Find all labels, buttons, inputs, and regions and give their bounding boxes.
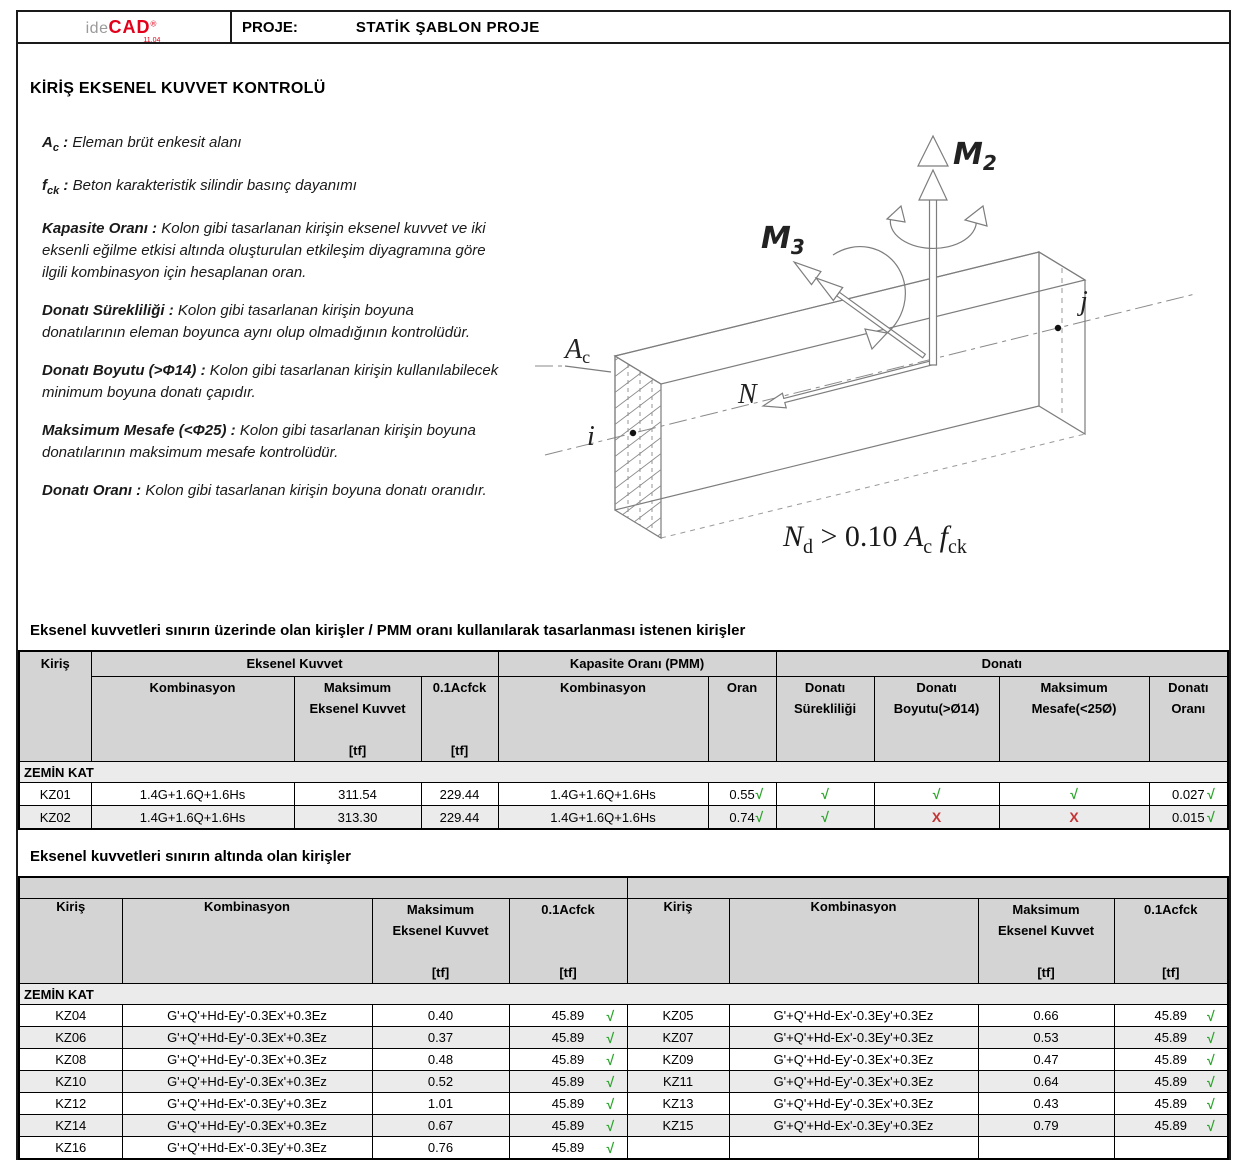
story-group-label: ZEMİN KAT [19, 762, 1228, 783]
node-i-dot [630, 430, 636, 436]
beam-id: KZ16 [19, 1137, 122, 1160]
col-header-maksimum-eksenel-kuvvet: Maksimum Eksenel Kuvvet [tf] [372, 899, 509, 984]
story-group-row [19, 984, 1228, 1005]
pmm-ratio-value: 0.74 [729, 809, 755, 825]
definition-text: Kolon gibi tasarlanan kirişin kullanılabilecek minimum boyuna donatı çapıdır. [42, 362, 499, 401]
report-page [16, 10, 1231, 1160]
group-header-kapasite-orani: Kapasite Oranı (PMM) [498, 651, 776, 677]
col-header-01acfck: 0.1Acfck [tf] [1114, 899, 1228, 984]
table-row [19, 1115, 1228, 1137]
axial-combination: G'+Q'+Hd-Ey'-0.3Ex'+0.3Ez [122, 1005, 372, 1027]
acfck-limit-value: 45.89 [1154, 1118, 1188, 1133]
check-icon: √ [606, 1007, 615, 1024]
max-spacing-status [999, 783, 1149, 806]
col-header-donati-orani: Donatı Oranı [1149, 677, 1228, 762]
max-axial-force: 1.01 [372, 1093, 509, 1115]
table2-title: Eksenel kuvvetleri sınırın altında olan kirişler [30, 848, 351, 865]
max-spacing-status [999, 806, 1149, 830]
pmm-combination: 1.4G+1.6Q+1.6Hs [498, 783, 708, 806]
definition-text: Kolon gibi tasarlanan kirişin eksenel kuvvet ve iki eksenli eğilme etkisi altında oluşturulan etkileşim diyagramına göre ilgili kombinasyon için hesaplanan oran. [42, 220, 486, 281]
cross-icon: X [931, 809, 942, 825]
acfck-limit-value: 45.89 [1154, 1030, 1188, 1045]
rebar-size-status [874, 783, 999, 806]
table-over-limit [18, 650, 1229, 830]
table1-body [19, 762, 1228, 830]
check-icon: √ [606, 1117, 615, 1134]
check-icon: √ [821, 786, 829, 802]
acfck-limit [509, 1115, 627, 1137]
acfck-limit-value: 45.89 [551, 1030, 585, 1045]
m2-label: $M_2$ [953, 137, 997, 175]
definition-item [42, 132, 500, 159]
beam-id: KZ01 [19, 783, 91, 806]
axial-combination: G'+Q'+Hd-Ex'-0.3Ey'+0.3Ez [729, 1027, 978, 1049]
acfck-limit [1114, 1049, 1228, 1071]
definition-item [42, 480, 500, 502]
col-header-pmm-kombinasyon: Kombinasyon [498, 677, 708, 762]
check-icon: √ [755, 786, 764, 802]
acfck-limit [1114, 1137, 1228, 1160]
table-row [19, 1049, 1228, 1071]
acfck-limit [509, 1027, 627, 1049]
check-icon: √ [1207, 1007, 1215, 1024]
col-header-maksimum-mesafe: Maksimum Mesafe(<25Ø) [999, 677, 1149, 762]
axial-combination: G'+Q'+Hd-Ey'-0.3Ex'+0.3Ez [122, 1115, 372, 1137]
axial-combination: G'+Q'+Hd-Ex'-0.3Ey'+0.3Ez [729, 1115, 978, 1137]
table-row [19, 1005, 1228, 1027]
definition-term: $f_{ck}$ : [42, 177, 73, 197]
acfck-limit-value: 45.89 [551, 1096, 585, 1111]
pmm-ratio [708, 806, 776, 830]
beam-id: KZ08 [19, 1049, 122, 1071]
check-icon: √ [1207, 809, 1215, 825]
left-panel-spacer [19, 877, 627, 899]
cross-icon: X [1069, 809, 1079, 825]
rebar-ratio-value: 0.027 [1172, 786, 1205, 802]
axial-combination: G'+Q'+Hd-Ey'-0.3Ex'+0.3Ez [122, 1027, 372, 1049]
definitions [42, 132, 500, 518]
acfck-limit [509, 1093, 627, 1115]
definition-term: $A_c$ : [42, 134, 73, 154]
definition-text: Kolon gibi tasarlanan kirişin boyuna donatılarının maksimum mesafe kontrolüdür. [42, 422, 476, 461]
right-panel-spacer [627, 877, 1228, 899]
axial-combination: G'+Q'+Hd-Ex'-0.3Ey'+0.3Ez [122, 1137, 372, 1160]
group-header-donati: Donatı [776, 651, 1228, 677]
definition-item [42, 300, 500, 344]
beam-diagram [535, 118, 1235, 593]
acfck-limit-value: 45.89 [1154, 1052, 1188, 1067]
beam-id [627, 1137, 729, 1160]
table-row [19, 1071, 1228, 1093]
max-axial-force: 0.48 [372, 1049, 509, 1071]
max-axial-force [978, 1137, 1114, 1160]
rebar-size-status [874, 806, 999, 830]
check-icon: √ [1207, 786, 1215, 802]
acfck-limit-value: 45.89 [1154, 1008, 1188, 1023]
check-icon: √ [1207, 1051, 1215, 1068]
beam-id: KZ06 [19, 1027, 122, 1049]
check-icon: √ [1207, 1073, 1215, 1090]
col-header-maksimum-eksenel-kuvvet: Maksimum Eksenel Kuvvet [tf] [294, 677, 421, 762]
col-header-donati-surekliligi: Donatı Sürekliliği [776, 677, 874, 762]
pmm-combination: 1.4G+1.6Q+1.6Hs [498, 806, 708, 830]
table-row [19, 1137, 1228, 1160]
page-title: KİRİŞ EKSENEL KUVVET KONTROLÜ [30, 80, 326, 97]
definition-text: Eleman brüt enkesit alanı [72, 134, 242, 151]
check-icon: √ [606, 1139, 615, 1156]
col-header-kiris: Kiriş [19, 899, 122, 984]
acfck-limit [1114, 1071, 1228, 1093]
beam-id: KZ10 [19, 1071, 122, 1093]
table-row [19, 1027, 1228, 1049]
rebar-ratio [1149, 806, 1228, 830]
check-icon: √ [932, 786, 941, 802]
story-group-row [19, 762, 1228, 783]
m3-moment-arrow [794, 247, 925, 358]
col-header-kombinasyon: Kombinasyon [729, 899, 978, 984]
definition-text: Beton karakteristik silindir basınç dayanımı [72, 177, 357, 194]
col-header-oran: Oran [708, 677, 776, 762]
beam-id: KZ02 [19, 806, 91, 830]
table-row [19, 806, 1228, 830]
acfck-limit-value: 45.89 [551, 1140, 585, 1155]
beam-box [615, 252, 1085, 538]
beam-id: KZ04 [19, 1005, 122, 1027]
definition-item [42, 420, 500, 464]
max-axial-force: 313.30 [294, 806, 421, 830]
axial-force-arrow [763, 361, 932, 408]
beam-id: KZ11 [627, 1071, 729, 1093]
acfck-limit-value: 45.89 [551, 1008, 585, 1023]
axial-combination: 1.4G+1.6Q+1.6Hs [91, 783, 294, 806]
axial-combination: G'+Q'+Hd-Ey'-0.3Ex'+0.3Ez [122, 1049, 372, 1071]
acfck-limit [1114, 1115, 1228, 1137]
max-axial-force: 0.37 [372, 1027, 509, 1049]
acfck-limit-value: 45.89 [551, 1052, 585, 1067]
definition-term: Donatı Oranı : [42, 482, 146, 499]
acfck-limit-value: 45.89 [1154, 1096, 1188, 1111]
axial-combination [729, 1137, 978, 1160]
m3-label: $M_3$ [761, 221, 805, 259]
check-icon: √ [606, 1051, 615, 1068]
rebar-continuity-status [776, 806, 874, 830]
table2-body [19, 984, 1228, 1160]
project-name: STATİK ŞABLON PROJE [355, 18, 540, 36]
max-axial-force: 0.67 [372, 1115, 509, 1137]
max-axial-force: 0.53 [978, 1027, 1114, 1049]
check-icon: √ [1207, 1117, 1215, 1134]
axial-combination: G'+Q'+Hd-Ey'-0.3Ex'+0.3Ez [729, 1049, 978, 1071]
ac-label: Ac [565, 334, 591, 367]
n-label: N [738, 379, 757, 410]
definition-text: Kolon gibi tasarlanan kirişin boyuna donatılarının eleman boyunca aynı olup olmadığının kontrolüdür. [42, 302, 471, 341]
logo-text-ide: ide [85, 19, 109, 37]
project-cell [232, 12, 1229, 42]
acfck-limit: 229.44 [421, 783, 498, 806]
axial-limit-formula: $N_d > 0.10$ $A_c$ $f_{ck}$ [783, 520, 967, 558]
rebar-ratio [1149, 783, 1228, 806]
axial-combination: G'+Q'+Hd-Ey'-0.3Ex'+0.3Ez [729, 1093, 978, 1115]
check-icon: √ [606, 1073, 615, 1090]
col-header-donati-boyutu: Donatı Boyutu(>Ø14) [874, 677, 999, 762]
max-axial-force: 311.54 [294, 783, 421, 806]
definition-term: Kapasite Oranı : [42, 220, 162, 237]
acfck-limit-value: 45.89 [1154, 1074, 1188, 1089]
axial-combination: G'+Q'+Hd-Ey'-0.3Ex'+0.3Ez [122, 1071, 372, 1093]
acfck-limit [1114, 1027, 1228, 1049]
max-axial-force: 0.52 [372, 1071, 509, 1093]
acfck-limit [1114, 1093, 1228, 1115]
table1-title: Eksenel kuvvetleri sınırın üzerinde olan kirişler / PMM oranı kullanılarak tasarlanması istenen kirişler [30, 622, 746, 639]
col-header-maksimum-eksenel-kuvvet: Maksimum Eksenel Kuvvet [tf] [978, 899, 1114, 984]
check-icon: √ [606, 1095, 615, 1112]
check-icon: √ [1070, 786, 1078, 802]
axial-combination: 1.4G+1.6Q+1.6Hs [91, 806, 294, 830]
acfck-limit [509, 1137, 627, 1160]
max-axial-force: 0.43 [978, 1093, 1114, 1115]
definition-term: Donatı Sürekliliği : [42, 302, 178, 319]
check-icon: √ [755, 809, 764, 825]
beam-id: KZ13 [627, 1093, 729, 1115]
logo-version: 11.04 [143, 36, 161, 44]
beam-id: KZ07 [627, 1027, 729, 1049]
definition-term: Maksimum Mesafe (<Φ25) : [42, 422, 240, 439]
report-header [18, 12, 1229, 44]
acfck-limit-value: 45.89 [551, 1118, 585, 1133]
acfck-limit [509, 1049, 627, 1071]
acfck-limit-value: 45.89 [551, 1074, 585, 1089]
definition-text: Kolon gibi tasarlanan kirişin boyuna donatı oranıdır. [145, 482, 487, 499]
acfck-limit [509, 1071, 627, 1093]
col-header-kiris: Kiriş [627, 899, 729, 984]
col-header-01acfck: 0.1Acfck [tf] [509, 899, 627, 984]
definition-item [42, 218, 500, 284]
pmm-ratio [708, 783, 776, 806]
pmm-ratio-value: 0.55 [729, 786, 755, 802]
max-axial-force: 0.79 [978, 1115, 1114, 1137]
check-icon: √ [1207, 1029, 1215, 1046]
rebar-ratio-value: 0.015 [1172, 809, 1205, 825]
idecad-logo [85, 16, 163, 44]
max-axial-force: 0.47 [978, 1049, 1114, 1071]
definition-term: Donatı Boyutu (>Φ14) : [42, 362, 210, 379]
axial-combination: G'+Q'+Hd-Ex'-0.3Ey'+0.3Ez [122, 1093, 372, 1115]
beam-id: KZ09 [627, 1049, 729, 1071]
max-axial-force: 0.66 [978, 1005, 1114, 1027]
beam-id: KZ14 [19, 1115, 122, 1137]
acfck-limit: 229.44 [421, 806, 498, 830]
story-group-label: ZEMİN KAT [19, 984, 1228, 1005]
i-label: i [587, 421, 595, 452]
logo-cell [18, 12, 232, 42]
definition-item [42, 175, 500, 202]
max-axial-force: 0.76 [372, 1137, 509, 1160]
axial-combination: G'+Q'+Hd-Ey'-0.3Ex'+0.3Ez [729, 1071, 978, 1093]
rebar-continuity-status [776, 783, 874, 806]
check-icon: √ [821, 809, 829, 825]
table-row [19, 783, 1228, 806]
axial-combination: G'+Q'+Hd-Ex'-0.3Ey'+0.3Ez [729, 1005, 978, 1027]
max-axial-force: 0.64 [978, 1071, 1114, 1093]
j-label: j [1080, 286, 1088, 317]
table-under-limit [18, 876, 1229, 1160]
project-label: PROJE: [242, 18, 298, 36]
registered-mark: ® [150, 19, 157, 29]
beam-id: KZ12 [19, 1093, 122, 1115]
check-icon: √ [606, 1029, 615, 1046]
col-header-kombinasyon: Kombinasyon [122, 899, 372, 984]
col-header-kombinasyon: Kombinasyon [91, 677, 294, 762]
node-j-dot [1055, 325, 1061, 331]
check-icon: √ [1207, 1095, 1215, 1112]
table-row [19, 1093, 1228, 1115]
definition-item [42, 360, 500, 404]
group-header-eksenel-kuvvet: Eksenel Kuvvet [91, 651, 498, 677]
beam-id: KZ15 [627, 1115, 729, 1137]
col-header-01acfck: 0.1Acfck [tf] [421, 677, 498, 762]
max-axial-force: 0.40 [372, 1005, 509, 1027]
logo-text-cad: CAD [108, 16, 151, 37]
acfck-limit [509, 1005, 627, 1027]
beam-id: KZ05 [627, 1005, 729, 1027]
acfck-limit [1114, 1005, 1228, 1027]
col-header-kiris: Kiriş [19, 651, 91, 762]
